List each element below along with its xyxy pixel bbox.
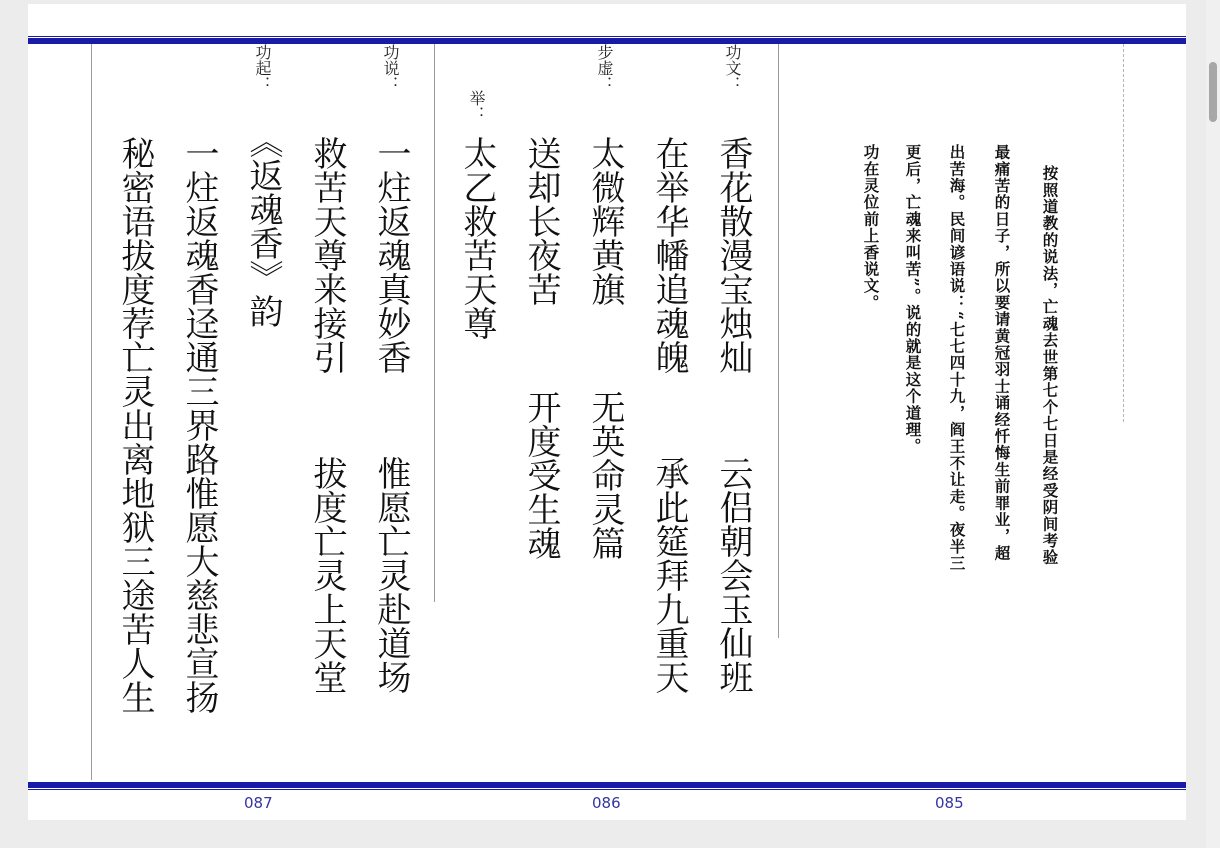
p086-col3-top: 太微辉黄旗 [585,136,625,306]
p087-col2-top: 救苦天尊来接引 [307,136,347,374]
p086-col1-bottom: 云侣朝会玉仙班 [713,456,753,694]
page-085-right-border [1123,44,1124,422]
p087-col1-bottom: 惟愿亡灵赴道场 [371,456,411,694]
page-086-087-divider [434,44,435,602]
p086-label-buxu: 步虚： [595,44,614,92]
p086-col3-bottom: 无英命灵篇 [585,390,625,560]
p086-col1-top: 香花散漫宝烛灿 [713,136,753,374]
vertical-scrollbar[interactable] [1206,0,1220,848]
p085-line-1: 按照道教的说法，亡魂去世第七个七日是经受阴间考验 [1040,165,1060,566]
p085-line-4: 更后，亡魂来叫苦”。说的就是这个道理。 [903,144,923,455]
p086-col2-top: 在举华幡追魂魄 [649,136,689,374]
p086-col4-bottom: 开度受生魂 [521,390,561,560]
p087-label-shuo: 功说： [381,44,400,92]
p087-col4: 一炷返魂香迳通三界路惟愿大慈悲宣扬 [179,136,219,714]
bottom-rule-thin [28,789,1186,790]
page-number-085: 085 [935,794,964,812]
p087-col1-top: 一炷返魂真妙香 [371,136,411,374]
top-rule-thin [28,36,1186,37]
scrollbar-thumb[interactable] [1209,62,1217,122]
p087-col2-bottom: 拔度亡灵上天堂 [307,456,347,694]
p086-col5: 太乙救苦天尊 [457,136,497,340]
p086-col2-bottom: 承此筵拜九重天 [649,456,689,694]
page-085-086-divider [778,44,779,638]
p087-col5: 秘密语拔度荐亡灵出离地狱三途苦人生 [115,136,155,714]
p087-label-qi: 功起： [253,44,272,92]
p085-line-3: 出苦海。民间谚语说：“七七四十九，阎王不让走。夜半三 [947,144,967,572]
p086-label-ju: 举： [467,90,486,122]
bottom-rule [28,782,1186,788]
p085-line-5: 功在灵位前上香说文。 [861,144,881,311]
page-087-left-border [91,44,92,780]
page-number-087: 087 [244,794,273,812]
p087-col3: 《返魂香》韵 [243,124,283,328]
p085-line-2: 最痛苦的日子，所以要请黄冠羽士诵经忏悔生前罪业，超 [992,144,1012,562]
page-number-086: 086 [592,794,621,812]
p086-col4-top: 送却长夜苦 [521,136,561,306]
book-spread [28,4,1186,820]
p086-label-wen: 功文： [723,44,742,92]
